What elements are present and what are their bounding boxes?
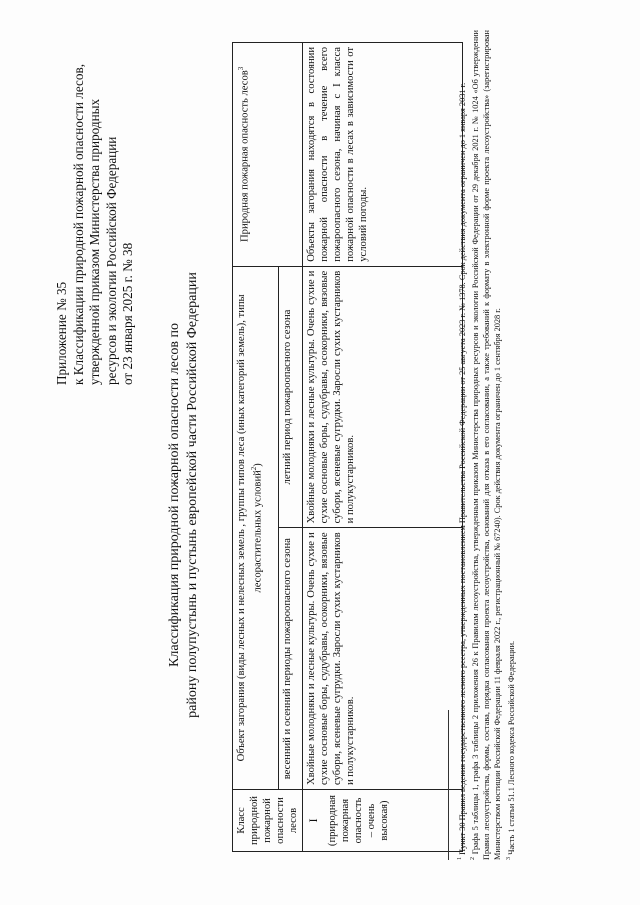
cell-summer: Хвойные молодняки и лесные культуры. Очень сухие и сухие сосновые боры, судубравы, осокорники, вязовые субори, ясеневые сугрудки. Заросли сухих кустарников и полукустарников. [303, 266, 463, 528]
header-class: Класс природной пожарной опасности лесов [233, 790, 303, 852]
table-row [303, 43, 463, 852]
class-description: (природная пожарная опасность – очень высокая) [327, 794, 390, 847]
header-spring-autumn: весенний и осенний периоды пожароопасного сезона [279, 528, 303, 790]
footnotes [455, 30, 517, 860]
footnote-divider [448, 710, 449, 860]
header-summer: летний период пожароопасного сезона [279, 266, 303, 528]
class-number: I [306, 818, 320, 823]
cell-spring-autumn: Хвойные молодняки и лесные культуры. Очень сухие и сухие сосновые боры, судубравы, осокорники, вязовые субори, ясеневые сугрудки. Заросли сухих кустарников и полукустарников. [303, 528, 463, 790]
footnote-1: $^1$ Пункт 30 Правил ведения государственного лесного реестра, утвержденных постановлением Правительства Российской Федерации от 25 августа 2023 г. № 1378. Срок действия документа ограничен до 1 января 2031 г. [457, 82, 467, 860]
classification-table [232, 42, 463, 852]
header-object: Объект загорания (виды лесных и нелесных земель , группы типов леса (иных категорий земель), типы лесорастительных условий$^2$) [233, 266, 279, 789]
cell-class [303, 790, 463, 852]
header-natural-danger: Природная пожарная опасность лесов$^3$ [233, 43, 303, 267]
title-line: району полупустынь и пустынь европейской части Российской Федерации [185, 272, 200, 718]
appendix-ref-line: утвержденной приказом Министерства природных [87, 98, 102, 385]
cell-natural-danger: Объекты загорания находятся в состоянии пожарной опасности в течение всего пожароопасного сезона, начиная с I класса пожарной опасности в лесах в зависимости от условий погоды. [303, 43, 463, 267]
appendix-ref-line: ресурсов и экологии Российской Федерации [103, 136, 119, 385]
footnote-3: $^3$ Часть 1 статьи 51.1 Лесного кодекса Российской Федерации. [505, 640, 516, 860]
appendix-number: Приложение № 35 [54, 281, 69, 385]
document-title [166, 235, 202, 755]
table-header-row [233, 43, 279, 852]
appendix-date: от 23 января 2025 г. № 38 [120, 242, 135, 385]
footnote-2: $^2$ Графа 5 таблицы 1, графа 3 таблицы 2 приложения 26 к Правилам лесоустройства, утвержденным приказом Министерства природных ресурсов и экологии Российской Федерации от 29 декабря 2021 г. № 1024 «Об утверждении Правил лесоустройства, формы, состава, порядка согласования проекта лесоустройства, оснований для отказа в его согласовании, а также требований к формату в электронной форме проекта лесоустройства» (зарегистрирован Министерством юстиции Российской Федерации 11 февраля 2022 г., регистрационный № 67240). Срок действия документа ограничен до 1 сентября 2028 г. [470, 30, 503, 860]
appendix-header [54, 45, 137, 385]
title-line: Классификация природной пожарной опасности лесов по [167, 323, 182, 667]
appendix-ref-line: к Классификации природной пожарной опасности лесов, [70, 64, 86, 385]
